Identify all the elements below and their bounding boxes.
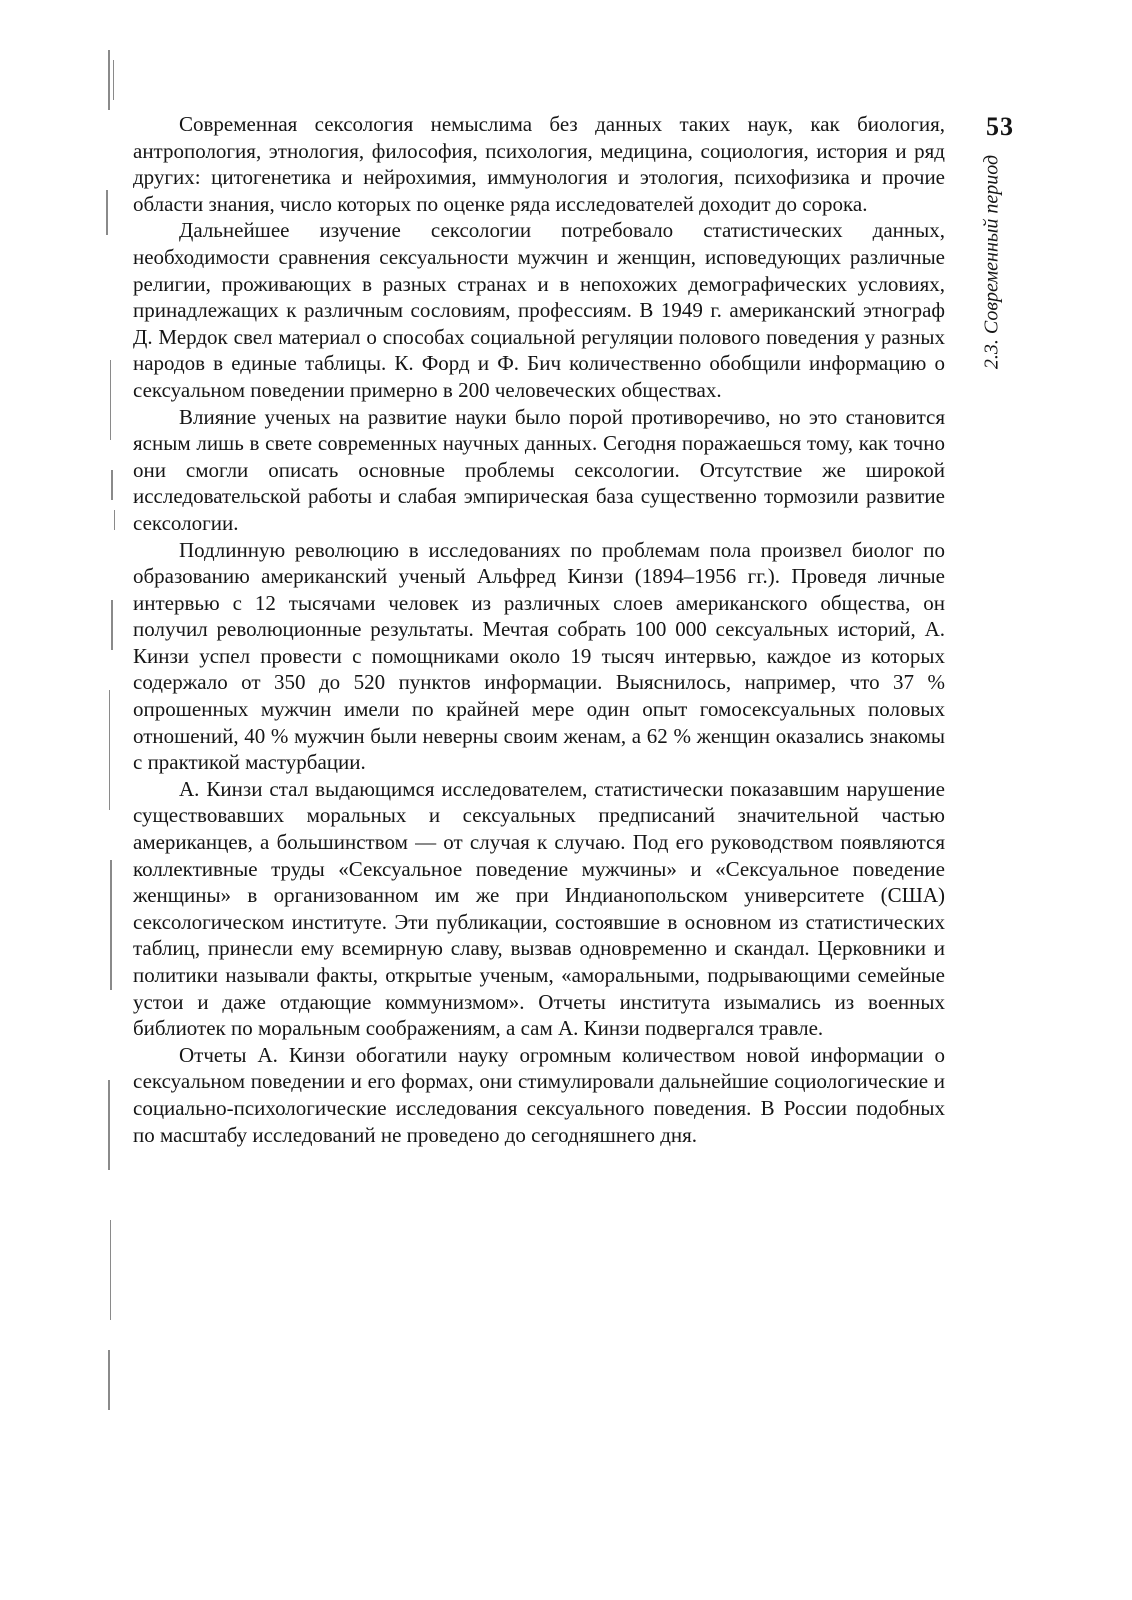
paragraph: Подлинную революцию в исследованиях по проблемам пола произвел биолог по образованию американский ученый Альфред Кинзи (1894–1956 гг.). Проведя личные интервью с 12 тысячами человек из различных слоев американского общества, он получил революционные результаты. Мечтая собрать 100 000 сексуальных историй, А. Кинзи успел провести с помощниками около 19 тысяч интервью, каждое из которых содержало от 350 до 520 пунктов информации. Выяснилось, например, что 37 % опрошенных мужчин имели по крайней мере один опыт гомосексуальных половых отношений, 40 % мужчин были неверны своим женам, а 62 % женщин оказались знакомы с практикой мастурбации. xyxy=(133,537,945,775)
paragraph: Современная сексология немыслима без данных таких наук, как биология, антропология, этнология, философия, психология, медицина, социология, история и ряд других: цитогенетика и нейрохимия, иммунология и этология, психофизика и прочие области знания, число которых по оценке ряда исследователей доходит до сорока. xyxy=(133,112,945,216)
paragraph: Отчеты А. Кинзи обогатили науку огромным количеством новой информации о сексуальном поведении и его формах, они стимулировали дальнейшие социологические и социально-психологические исследования сексуального поведения. В России подобных по масштабу исследований не проведено до сегодняшнего дня. xyxy=(133,1042,945,1147)
running-head: 2.3. Современный период xyxy=(980,154,1003,370)
paragraph: Влияние ученых на развитие науки было порой противоречиво, но это становится ясным лишь в свете современных научных данных. Сегодня поражаешься тому, как точно они смогли описать основные проблемы сексологии. Отсутствие же широкой исследовательской работы и слабая эмпирическая база существенно тормозили развитие сексологии. xyxy=(133,404,945,535)
body-text xyxy=(133,111,945,1148)
scan-edge-marks xyxy=(96,40,136,1600)
paragraph: Дальнейшее изучение сексологии потребовало статистических данных, необходимости сравнения сексуальности мужчин и женщин, исповедующих различные религии, проживающих в разных странах и в непохожих демографических условиях, принадлежащих к различным сословиям, профессиям. В 1949 г. американский этнограф Д. Мердок свел материал о способах социальной регуляции полового поведения у разных народов в единые таблицы. К. Форд и Ф. Бич количественно обобщили информацию о сексуальном поведении примерно в 200 человеческих обществах. xyxy=(133,218,945,402)
page-number: 53 xyxy=(986,112,1014,141)
paragraph: А. Кинзи стал выдающимся исследователем, статистически показавшим нарушение существовавших моральных и сексуальных предписаний значительной частью американцев, а большинством — от случая к случаю. Под его руководством появляются коллективные труды «Сексуальное поведение мужчины» и «Сексуальное поведение женщины» в организованном им же при Индианопольском университете (США) сексологическом институте. Эти публикации, состоявшие в основном из статистических таблиц, принесли ему всемирную славу, вызвав одновременно и скандал. Церковники и политики называли факты, открытые ученым, «аморальными, подрывающими семейные устои и даже отдающие коммунизмом». Отчеты института изымались из военных библиотек по моральным соображениям, а сам А. Кинзи подвергался травле. xyxy=(133,776,945,1041)
